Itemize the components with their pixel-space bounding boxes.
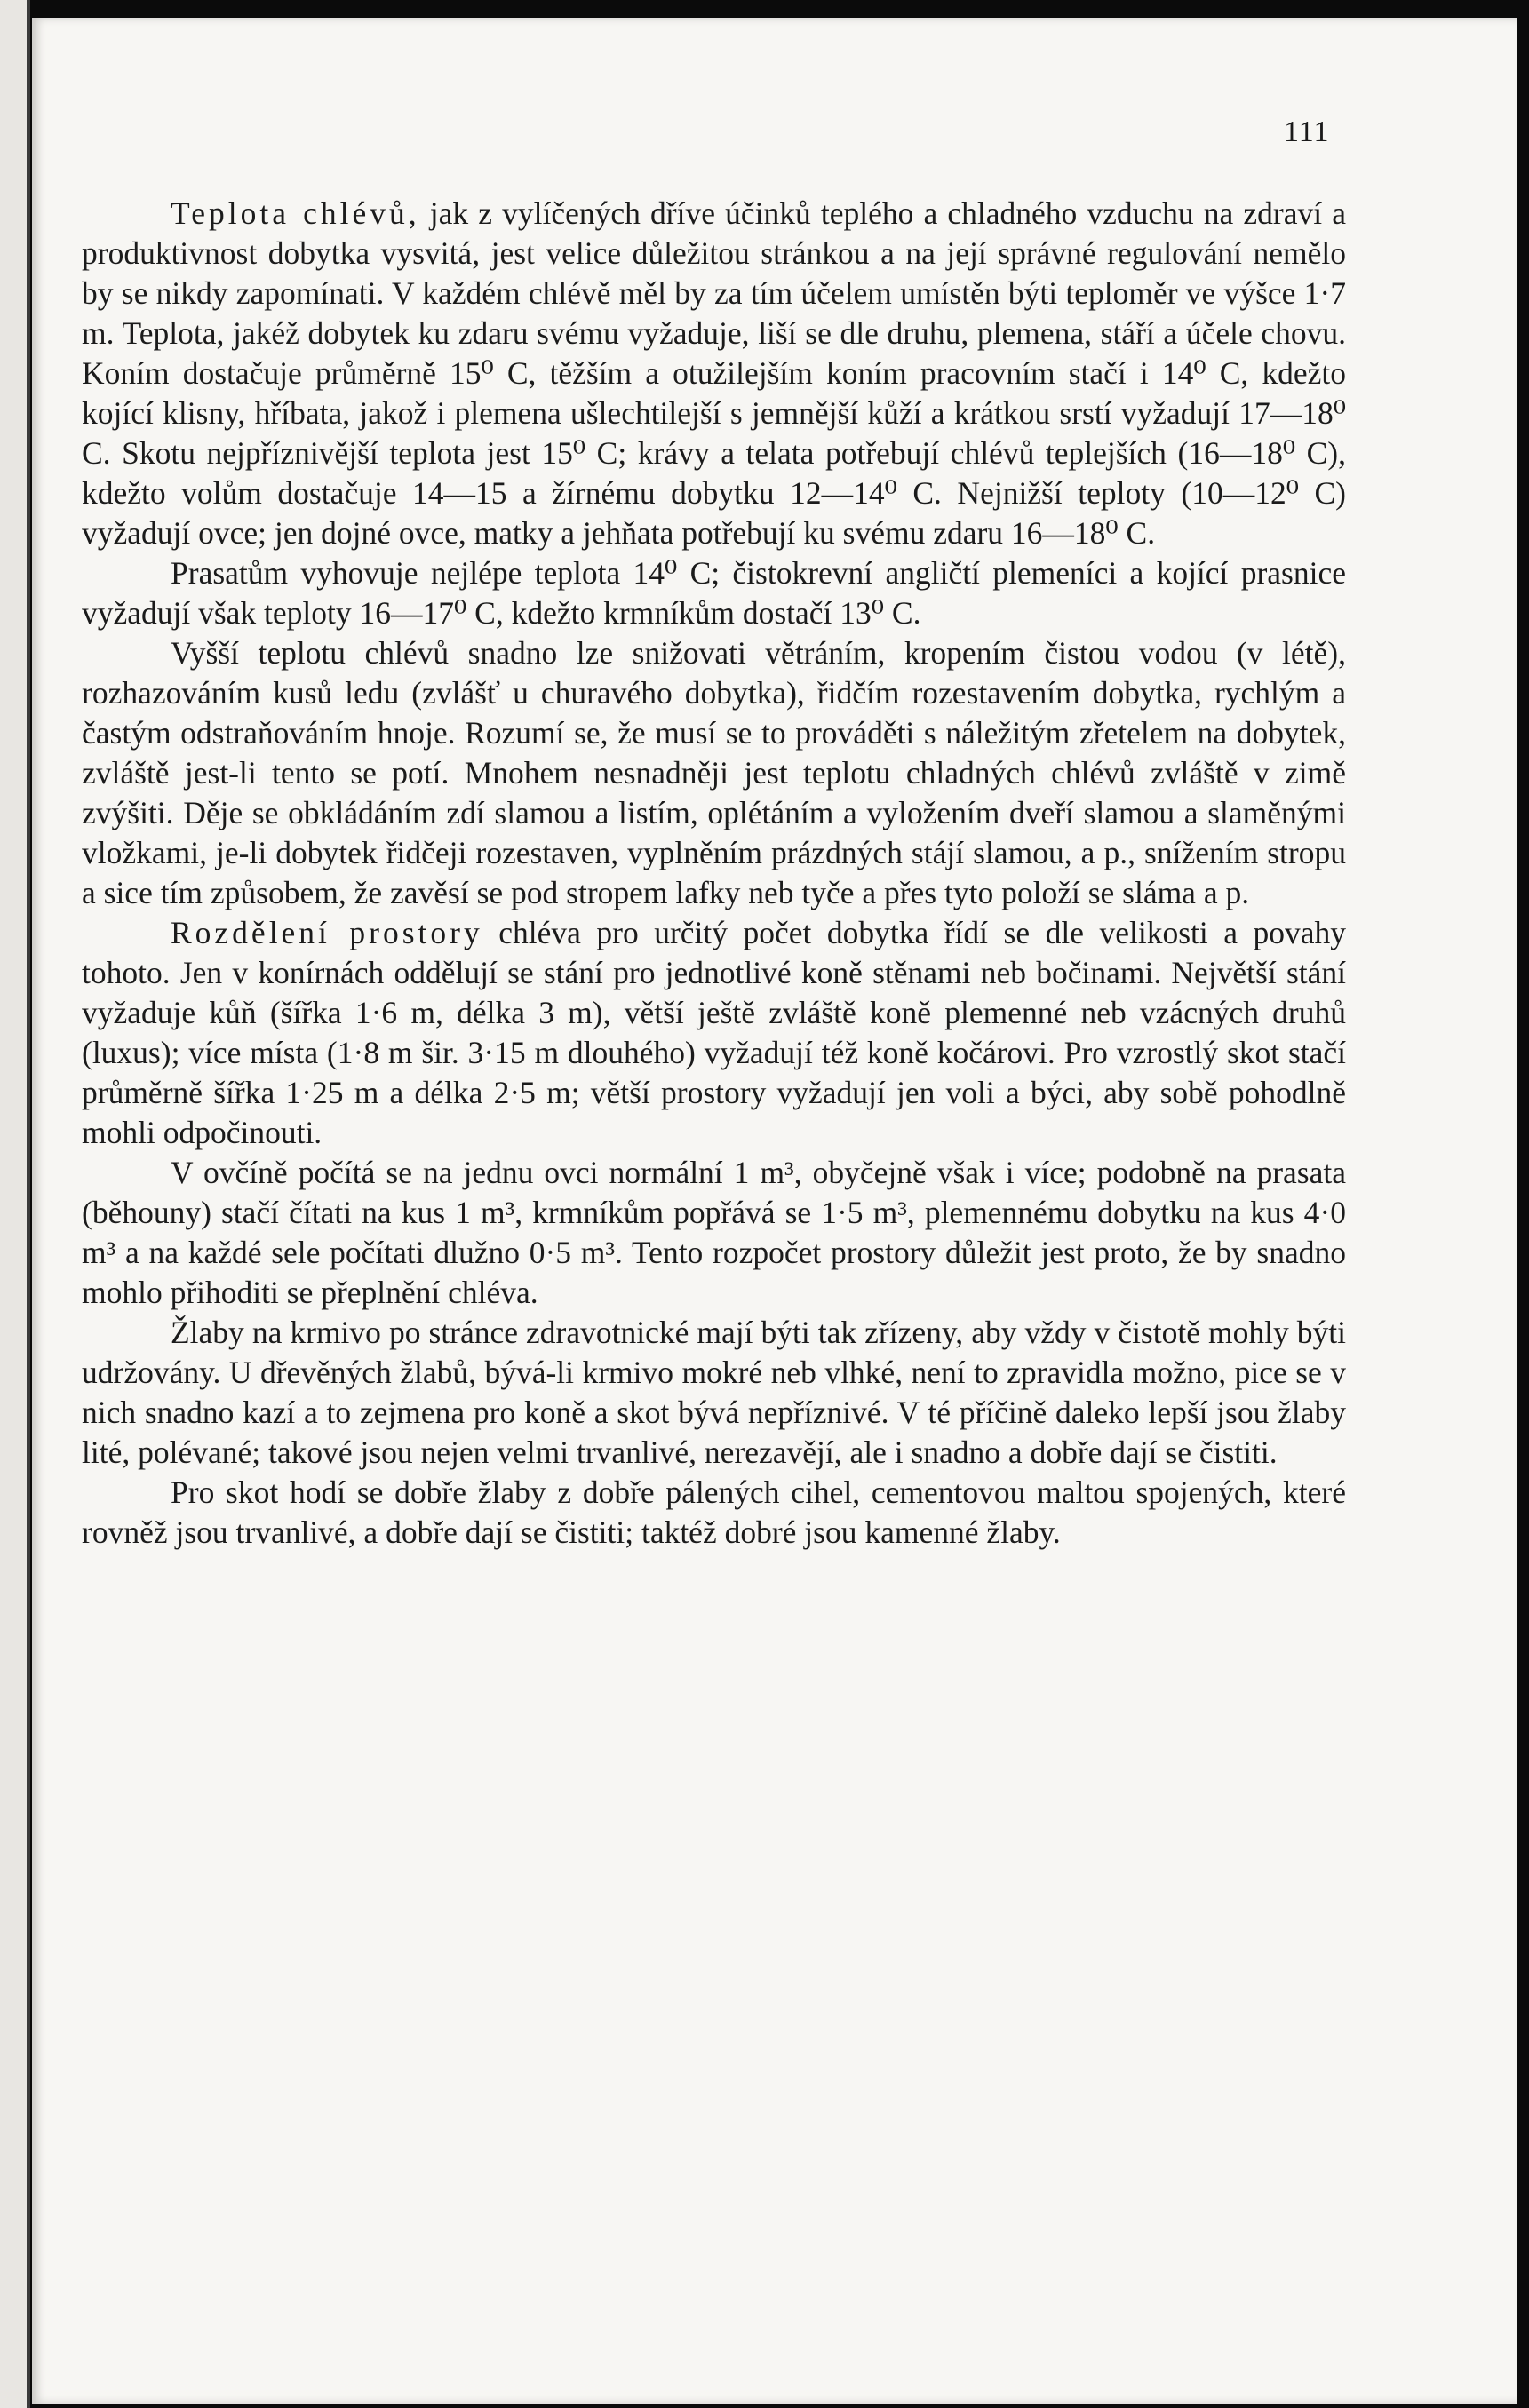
paragraph-text: V ovčíně počítá se na jednu ovci normální 1 m³, obyčejně však i více; podobně na prasata (běhouny) stačí čítati na kus 1 m³, krmníkům popřává se 1·5 m³, plemennému dobytku na kus 4·0 m³ a na každé sele počítati dlužno 0·5 m³. Tento rozpočet prostory důležit jest proto, že by snadno mohlo přihoditi se přeplnění chléva. xyxy=(82,1155,1346,1310)
paragraph-pigs xyxy=(82,553,1346,633)
paragraph-temperature xyxy=(82,194,1346,553)
adjacent-page-edge xyxy=(0,0,30,2408)
paragraph-text: Žlaby na krmivo po stránce zdravotnické mají býti tak zřízeny, aby vždy v čistotě mohly býti udržovány. U dřevěných žlabů, bývá-li krmivo mokré neb vlhké, není to zpravidla možno, pice se v nich snadno kazí a to zejmena pro koně a skot bývá nepříznivé. V té příčině daleko lepší jsou žlaby lité, polévané; takové jsou nejen velmi trvanlivé, nerezavějí, ale i snadno a dobře dají se čistiti. xyxy=(82,1315,1346,1470)
section-lead-temperature: Teplota chlévů, xyxy=(171,195,420,231)
paragraph-sheep xyxy=(82,1153,1346,1313)
paragraph-cooling xyxy=(82,633,1346,913)
paragraph-text: jak z vylíčených dříve účinků teplého a chladného vzduchu na zdraví a produktivnost dobytka vysvitá, jest velice důležitou stránkou a na její správné regulování nemělo by se nikdy zapomínati. V každém chlévě měl by za tím účelem umístěn býti teploměr ve výšce 1·7 m. Teplota, jakéž dobytek ku zdaru svému vyžaduje, liší se dle druhu, plemena, stáří a účele chovu. Koním dostačuje průměrně 15⁰ C, těžším a otužilejším koním pracovním stačí i 14⁰ C, kdežto kojící klisny, hříbata, jakož i plemena ušlechtilejší s jemnější kůží a krátkou srstí vyžadují 17—18⁰ C. Skotu nejpříznivější teplota jest 15⁰ C; krávy a telata potřebují chlévů teplejších (16—18⁰ C), kdežto volům dostačuje 14—15 a žírnému dobytku 12—14⁰ C. Nejnižší teploty (10—12⁰ C) vyžadují ovce; jen dojné ovce, matky a jehňata potřebují ku svému zdaru 16—18⁰ C. xyxy=(82,195,1346,551)
paragraph-brick-troughs xyxy=(82,1473,1346,1553)
paragraph-text: Prasatům vyhovuje nejlépe teplota 14⁰ C; čistokrevní angličtí plemeníci a kojící prasnice vyžadují však teploty 16—17⁰ C, kdežto krmníkům dostačí 13⁰ C. xyxy=(82,555,1346,631)
paragraph-troughs xyxy=(82,1313,1346,1473)
paragraph-text: Pro skot hodí se dobře žlaby z dobře pálených cihel, cementovou maltou spojených, které rovněž jsou trvanlivé, a dobře dají se čistiti; taktéž dobré jsou kamenné žlaby. xyxy=(82,1474,1346,1550)
body-text xyxy=(82,194,1346,1553)
paragraph-text: chléva pro určitý počet dobytka řídí se dle velikosti a povahy tohoto. Jen v konírnách oddělují se stání pro jednotlivé koně stěnami neb bočinami. Největší stání vyžaduje kůň (šířka 1·6 m, délka 3 m), větší ještě zvláště koně plemenné neb vzácných druhů (luxus); více místa (1·8 m šir. 3·15 m dlouhého) vyžadují též koně kočárovi. Pro vzrostlý skot stačí průměrně šířka 1·25 m a délka 2·5 m; větší prostory vyžadují jen voli a býci, aby sobě pohodlně mohli odpočinouti. xyxy=(82,915,1347,1150)
paragraph-space xyxy=(82,913,1346,1153)
paragraph-text: Vyšší teplotu chlévů snadno lze snižovati větráním, kropením čistou vodou (v létě), rozhazováním kusů ledu (zvlášť u churavého dobytka), řidčím rozestavením dobytka, rychlým a častým odstraňováním hnoje. Rozumí se, že musí se to prováděti s náležitým zřetelem na dobytek, zvláště jest-li tento se potí. Mnohem nesnadněji jest teplotu chladných chlévů zvláště v zimě zvýšiti. Děje se obkládáním zdí slamou a listím, oplétáním a vyložením dveří slamou a slaměnými vložkami, je-li dobytek řidčeji rozestaven, vyplněním prázdných stájí slamou, a p., snížením stropu a sice tím způsobem, že zavěsí se pod stropem lafky neb tyče a přes tyto položí se sláma a p. xyxy=(82,635,1346,910)
page-gutter-shadow xyxy=(27,0,30,2408)
section-lead-space: Rozdělení prostory xyxy=(171,915,483,950)
page-number: 111 xyxy=(1284,115,1330,148)
